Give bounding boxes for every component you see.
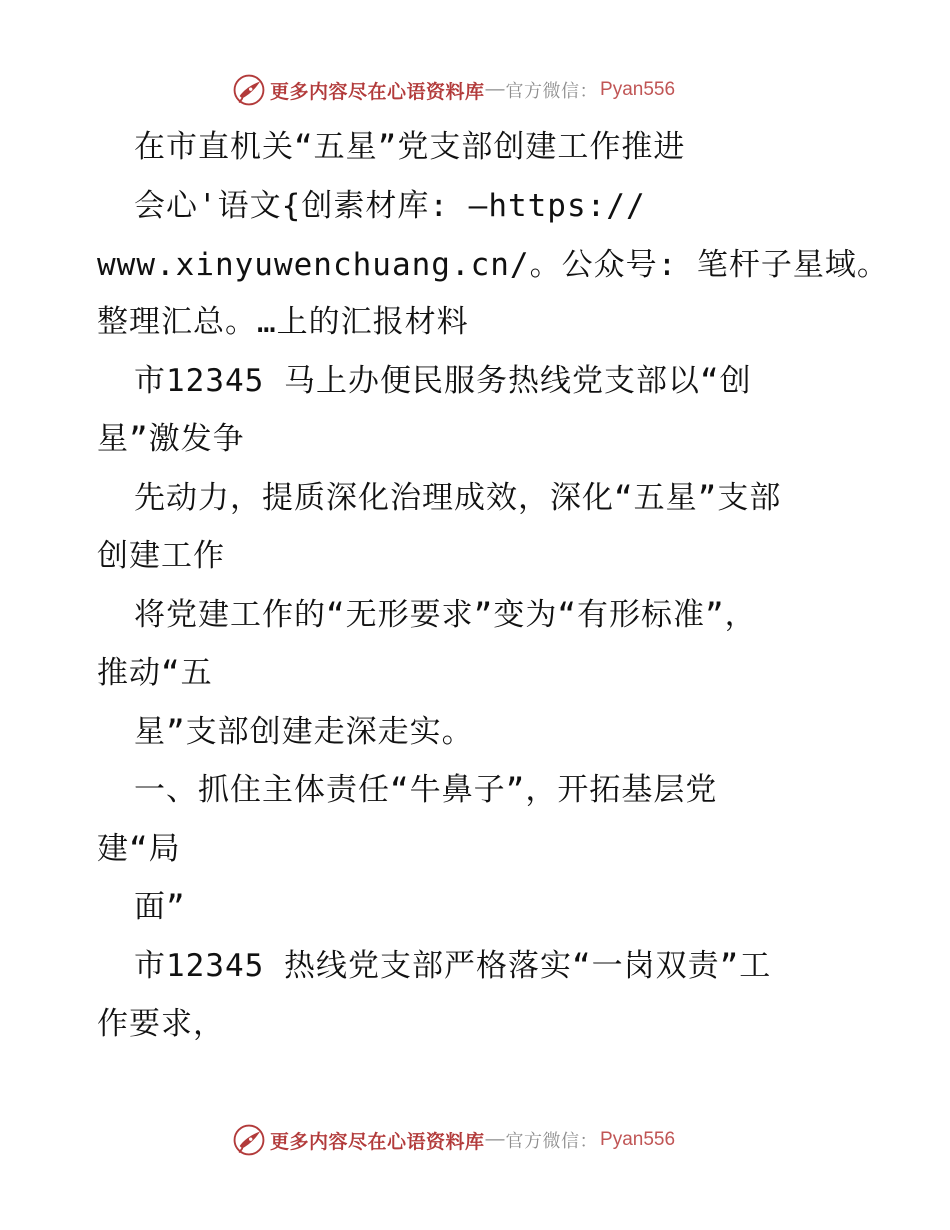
- text-line: 面”: [134, 889, 186, 925]
- text-line: 整理汇总。…上的汇报材料: [97, 304, 469, 340]
- text-line: 将党建工作的“无形要求”变为“有形标准”，: [134, 597, 757, 633]
- text-line: 创建工作: [97, 538, 225, 574]
- text-line: 建“局: [97, 831, 181, 867]
- banner-slogan: 更多内容尽在心语资料库: [270, 1130, 485, 1153]
- text-line: 在市直机关“五星”党支部创建工作推进: [134, 129, 686, 165]
- text-line: 一、抓住主体责任“牛鼻子”，开拓基层党: [134, 772, 718, 808]
- banner-slogan: 更多内容尽在心语资料库: [270, 80, 485, 103]
- text-line: 市12345 马上办便民服务热线党支部以“创: [134, 363, 752, 399]
- header-banner: [232, 72, 675, 108]
- banner-wechat-id: Pyan556: [600, 79, 676, 100]
- text-line: 推动“五: [97, 655, 213, 691]
- banner-dash: —: [485, 79, 505, 100]
- text-line: 先动力，提质深化治理成效，深化“五星”支部: [134, 480, 782, 516]
- footer-banner: [232, 1122, 675, 1158]
- text-line: 会心'语文{创素材库: —https://: [134, 188, 646, 224]
- banner-dash: —: [485, 1129, 505, 1150]
- banner-wechat-id: Pyan556: [600, 1129, 676, 1150]
- pen-nib-logo-icon: [232, 1123, 266, 1157]
- text-line: 星”支部创建走深走实。: [134, 714, 474, 750]
- banner-wechat-label: 官方微信：: [505, 81, 599, 102]
- text-line: 星”激发争: [97, 421, 245, 457]
- banner-wechat-label: 官方微信：: [505, 1131, 599, 1152]
- text-line: www.xinyuwenchuang.cn/。公众号: 笔杆子星域。: [97, 247, 889, 283]
- text-line: 市12345 热线党支部严格落实“一岗双责”工: [134, 948, 772, 984]
- pen-nib-logo-icon: [232, 73, 266, 107]
- text-line: 作要求，: [97, 1006, 225, 1042]
